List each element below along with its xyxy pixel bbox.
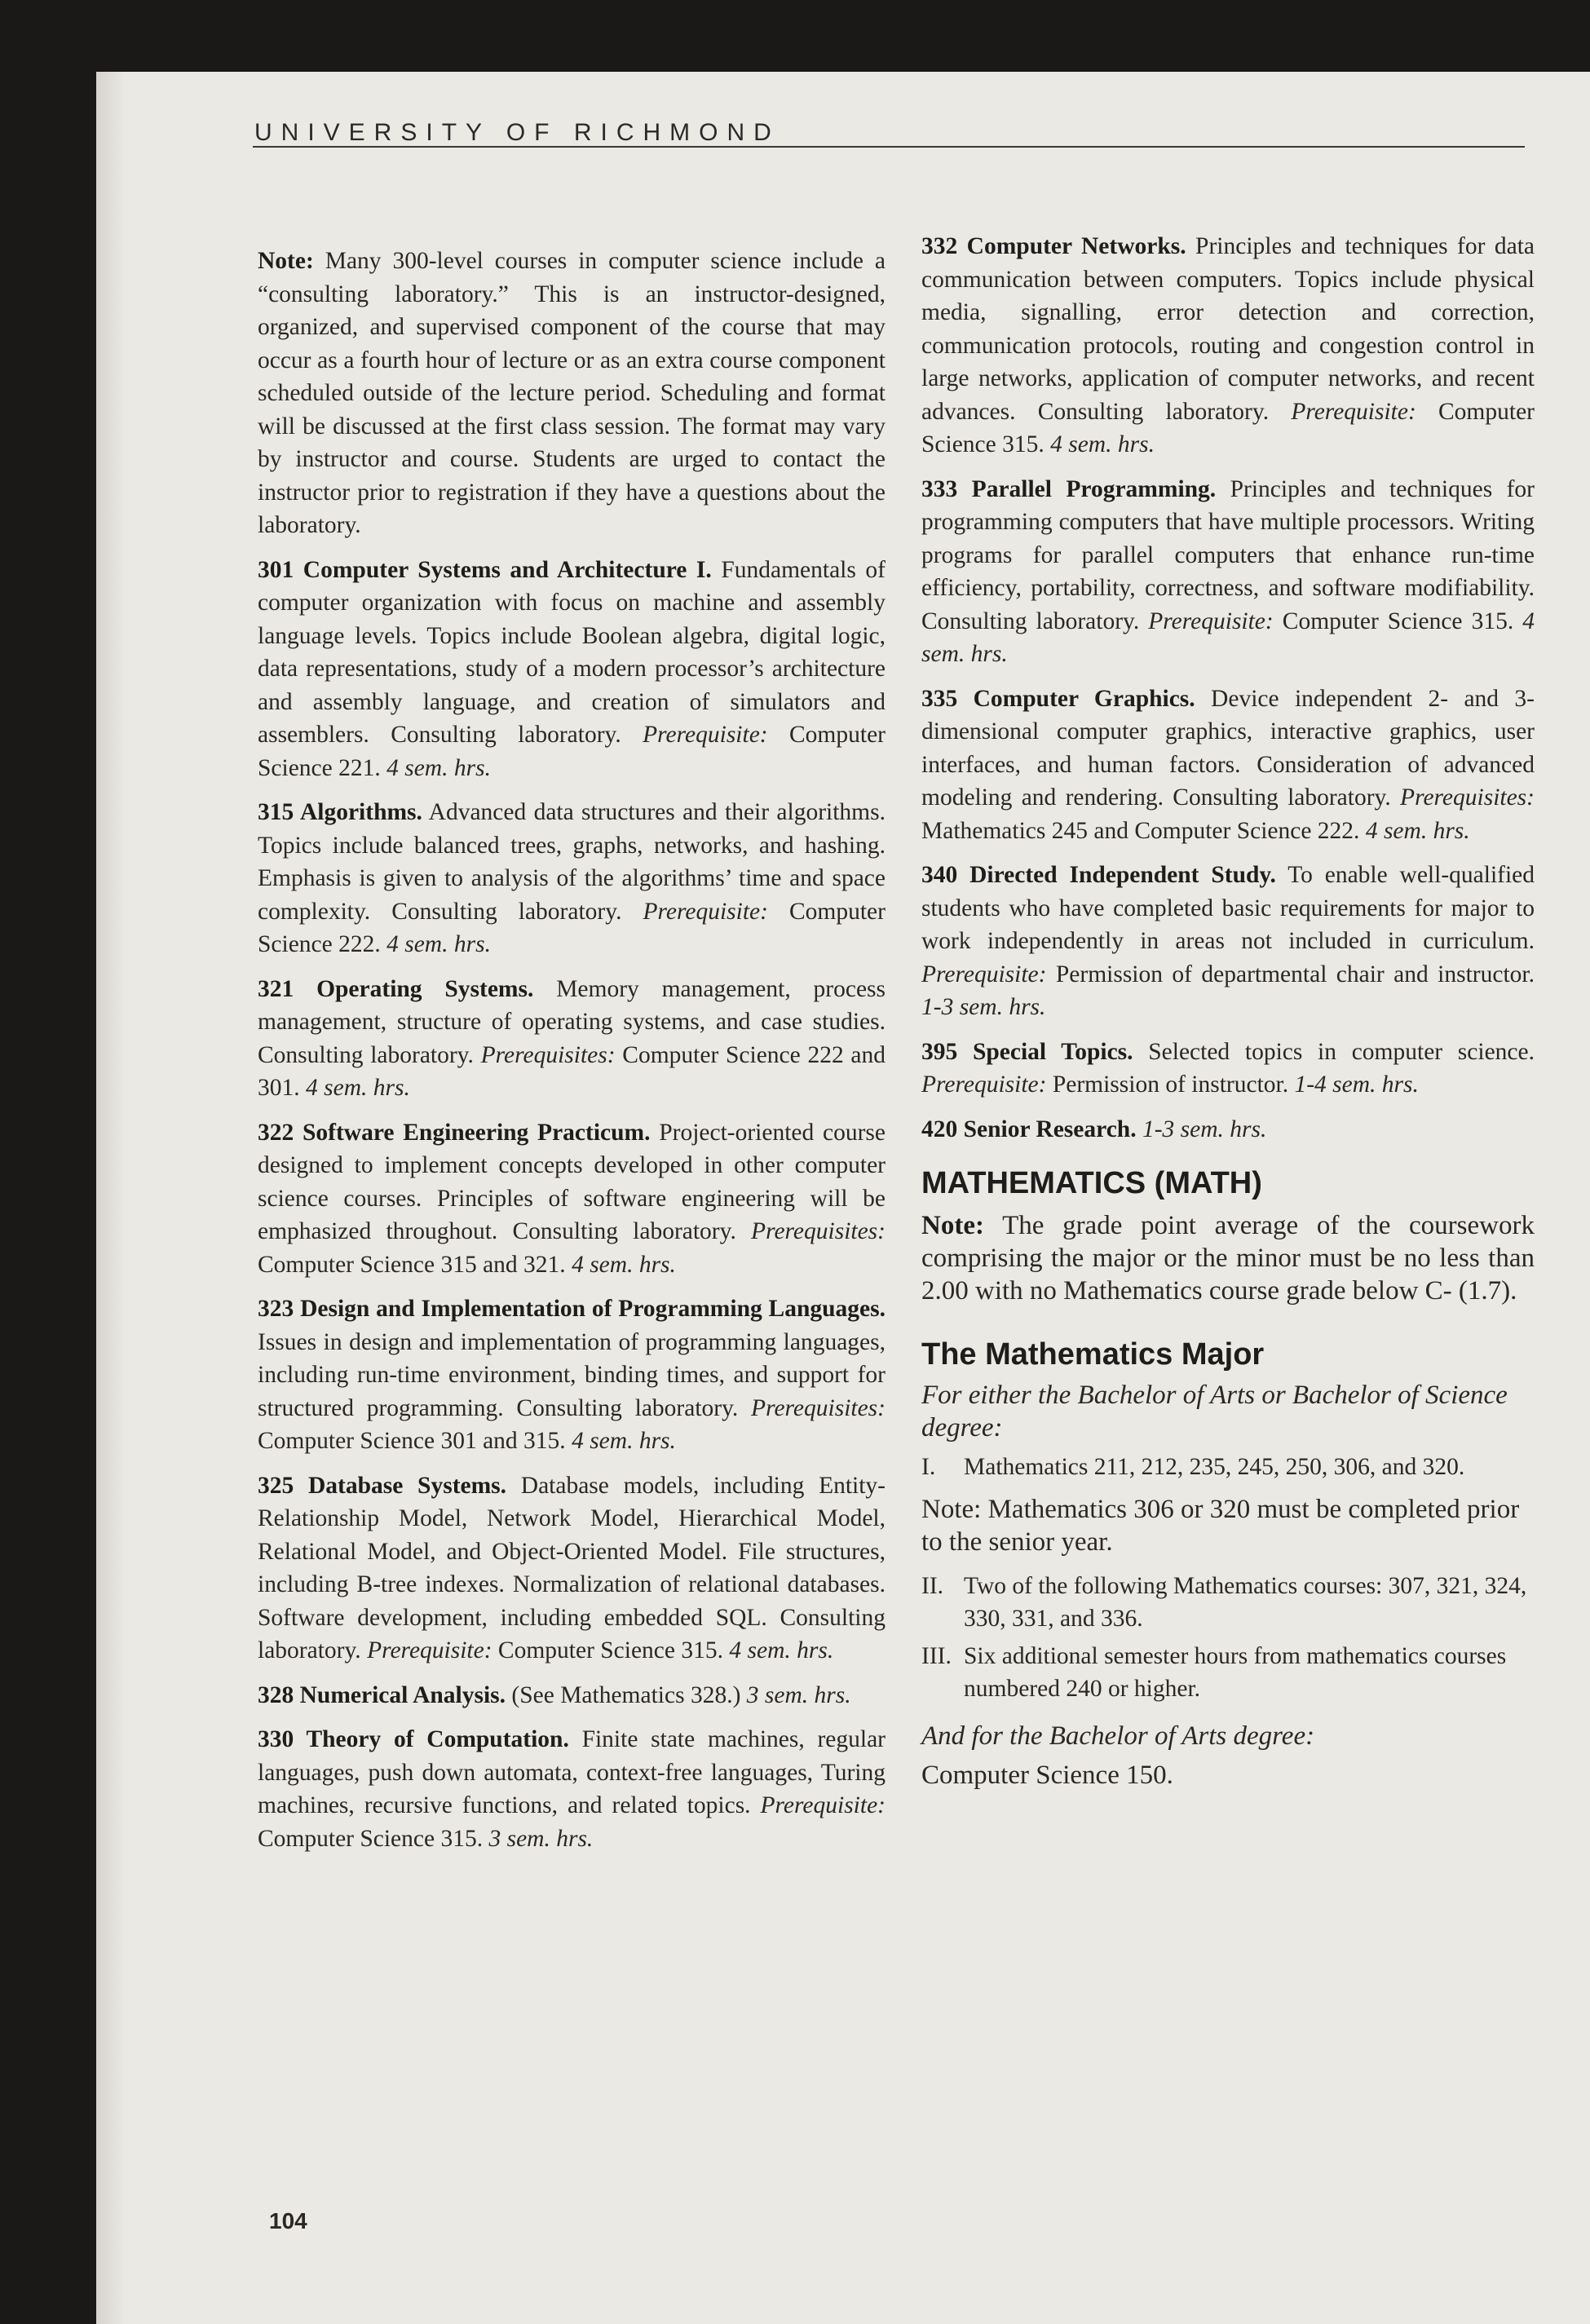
course-hours: 3 sem. hrs.	[488, 1825, 594, 1852]
course-hours: 1-3 sem. hrs.	[1142, 1116, 1267, 1142]
course-hours: 4 sem. hrs.	[306, 1075, 410, 1101]
requirement-number: III.	[921, 1643, 952, 1669]
running-header: UNIVERSITY OF RICHMOND	[254, 119, 780, 146]
requirement-text: Two of the following Mathematics courses: 307, 321, 324, 330, 331, and 336.	[964, 1573, 1527, 1632]
course-hours: 4 sem. hrs.	[1050, 431, 1155, 457]
ba-requirement: Computer Science 150.	[921, 1761, 1173, 1790]
prereq-label: Prerequisite:	[1148, 608, 1274, 634]
requirement-item	[921, 1570, 1535, 1635]
course-desc: To enable well-qualified students who have completed basic requirements for major to work independently in areas not included in curriculum.	[921, 862, 1535, 954]
prereq-label: Prerequisites:	[480, 1041, 616, 1068]
course-hours: 1-3 sem. hrs.	[921, 994, 1046, 1020]
course-desc: Principles and techniques for programming computers that have multiple processors. Writing programs for parallel computers that enhance run-time efficiency, portability, correctness, and software modifiability. Consulting laboratory.	[921, 475, 1535, 634]
course-title: 321 Operating Systems.	[258, 975, 534, 1002]
math-note-label: Note:	[921, 1211, 984, 1240]
course-hours: 4 sem. hrs.	[1365, 817, 1470, 844]
course-title: 315 Algorithms.	[258, 799, 422, 825]
course-desc: Fundamentals of computer organization with focus on machine and assembly language levels. Topics include Boolean algebra, digital logic, data representations, study of a modern processor’s architecture and assembly language, and creation of simulators and assemblers. Consulting laboratory.	[258, 556, 886, 748]
prereq-text: Computer Science 222.	[258, 898, 886, 957]
prereq-text: Computer Science 315 and 321.	[258, 1251, 572, 1278]
prereq-label: Prerequisite:	[643, 722, 768, 748]
course-entry	[258, 973, 886, 1105]
course-hours: 4 sem. hrs.	[572, 1428, 676, 1454]
requirement-item	[921, 1451, 1535, 1483]
completion-note	[921, 1493, 1535, 1558]
prereq-label: Prerequisite:	[1291, 398, 1416, 425]
requirement-text: Mathematics 211, 212, 235, 245, 250, 306, and 320.	[964, 1454, 1465, 1480]
course-entry	[258, 796, 886, 961]
degree-line: For either the Bachelor of Arts or Bachelor of Science degree:	[921, 1381, 1508, 1443]
course-entry	[258, 1116, 886, 1282]
course-desc: Selected topics in computer science.	[1133, 1038, 1535, 1065]
course-desc: Issues in design and implementation of programming languages, including run-time environment, binding times, and support for structured programming. Consulting laboratory.	[258, 1328, 886, 1421]
prereq-text: Computer Science 301 and 315.	[258, 1428, 572, 1454]
course-desc	[1137, 1116, 1142, 1142]
course-hours: 4 sem. hrs.	[386, 931, 491, 957]
prereq-text: Computer Science 222 and 301.	[258, 1041, 886, 1101]
prereq-text: Permission of instructor.	[1046, 1071, 1295, 1098]
course-desc: Database models, including Entity-Relationship Model, Network Model, Hierarchical Model, Relational Model, and Object-Oriented Model. File structures, including B-tree indexes. Normalization of relational databases. Software development, including embedded SQL. Consulting laboratory.	[258, 1472, 886, 1663]
course-entry	[258, 1292, 886, 1458]
prereq-label: Prerequisite:	[367, 1637, 492, 1663]
requirement-number: II.	[921, 1573, 944, 1599]
requirement-text: Six additional semester hours from mathematics courses numbered 240 or higher.	[964, 1643, 1507, 1702]
course-entry	[921, 473, 1535, 671]
requirement-item	[921, 1640, 1535, 1705]
course-title: 332 Computer Networks.	[921, 233, 1186, 259]
course-desc: (See Mathematics 328.)	[506, 1681, 747, 1708]
left-column	[258, 245, 886, 1867]
course-hours: 4 sem. hrs.	[572, 1251, 676, 1278]
course-desc: Project-oriented course designed to implement concepts developed in other computer science courses. Principles of software engineering will be emphasized throughout. Consulting laboratory.	[258, 1119, 886, 1244]
course-title: 301 Computer Systems and Architecture I.	[258, 556, 712, 583]
prereq-text: Mathematics 245 and Computer Science 222.	[921, 817, 1366, 844]
course-title: 330 Theory of Computation.	[258, 1726, 569, 1752]
requirement-number: I.	[921, 1454, 936, 1480]
prereq-label: Prerequisite:	[921, 1071, 1047, 1098]
course-desc: Finite state machines, regular languages, push down automata, context-free languages, Turing machines, recursive functions, and related topics.	[258, 1726, 886, 1818]
prereq-label: Prerequisite:	[921, 961, 1047, 987]
course-title: 333 Parallel Programming.	[921, 475, 1217, 502]
section-heading-mathematics: MATHEMATICS (MATH)	[921, 1166, 1262, 1200]
course-entry	[921, 859, 1535, 1024]
note-label: Note:	[258, 248, 314, 274]
course-entry	[258, 554, 886, 785]
prereq-text: Computer Science 221.	[258, 722, 886, 781]
course-desc: Memory management, process management, structure of operating systems, and case studies. Consulting laboratory.	[258, 975, 886, 1068]
course-desc: Advanced data structures and their algorithms. Topics include balanced trees, graphs, networks, and hashing. Emphasis is given to analysis of the algorithms’ time and space complexity. Consulting laboratory.	[258, 799, 886, 925]
prereq-text: Permission of departmental chair and instructor.	[1046, 961, 1535, 987]
header-rule	[253, 146, 1525, 148]
course-desc: Principles and techniques for data communication between computers. Topics include physical media, signalling, error detection and correction, communication protocols, routing and congestion control in large networks, application of computer networks, and recent advances. Consulting laboratory.	[921, 233, 1535, 425]
course-entry	[921, 230, 1535, 462]
prereq-label: Prerequisite:	[760, 1792, 886, 1818]
right-column	[921, 230, 1535, 1792]
course-hours: 4 sem. hrs.	[921, 608, 1535, 667]
ba-line: And for the Bachelor of Arts degree:	[921, 1721, 1315, 1751]
prereq-text: Computer Science 315.	[1273, 608, 1523, 634]
course-title: 420 Senior Research.	[921, 1116, 1137, 1142]
course-entry	[921, 1113, 1535, 1147]
page-number: 104	[269, 2208, 307, 2233]
course-title: 322 Software Engineering Practicum.	[258, 1119, 651, 1146]
math-note-text: The grade point average of the coursework comprising the major or the minor must be no less than 2.00 with no Mathematics course grade below C- (1.7).	[921, 1211, 1535, 1306]
course-entry	[258, 1723, 886, 1855]
math-note	[921, 1209, 1535, 1307]
course-title: 340 Directed Independent Study.	[921, 862, 1276, 888]
note2-label: Note	[921, 1495, 974, 1524]
course-hours: 1-4 sem. hrs.	[1294, 1071, 1419, 1098]
prereq-label: Prerequisite:	[643, 898, 768, 925]
course-entry	[258, 1469, 886, 1668]
course-entry	[921, 1036, 1535, 1102]
course-hours: 4 sem. hrs.	[729, 1637, 834, 1663]
course-hours: 3 sem. hrs.	[746, 1681, 851, 1708]
course-entry	[258, 1679, 886, 1712]
course-title: 325 Database Systems.	[258, 1472, 507, 1499]
course-title: 395 Special Topics.	[921, 1038, 1133, 1065]
prereq-text: Computer Science 315.	[492, 1637, 730, 1663]
course-hours: 4 sem. hrs.	[386, 754, 491, 781]
major-heading: The Mathematics Major	[921, 1337, 1265, 1372]
note-text: Many 300-level courses in computer science include a “consulting laboratory.” This is an instructor-designed, organized, and supervised component of the course that may occur as a fourth hour of lecture or as an extra course component scheduled outside of the lecture period. Scheduling and format will be discussed at the first class session. The format may vary by instructor and course. Students are urged to contact the instructor prior to registration if they have a questions about the laboratory.	[258, 248, 886, 538]
lab-note	[258, 245, 886, 542]
prereq-label: Prerequisites:	[751, 1394, 886, 1421]
course-title: 323 Design and Implementation of Programming Languages.	[258, 1296, 886, 1322]
course-title: 328 Numerical Analysis.	[258, 1681, 506, 1708]
prereq-text: Computer Science 315.	[258, 1825, 489, 1852]
prereq-label: Prerequisites:	[751, 1218, 886, 1244]
prereq-text: Computer Science 315.	[921, 398, 1535, 457]
prereq-label: Prerequisites:	[1400, 784, 1535, 811]
course-desc: Device independent 2- and 3-dimensional computer graphics, interactive graphics, user interfaces, and human factors. Consideration of advanced modeling and rendering. Consulting laboratory.	[921, 685, 1535, 811]
note2-text: : Mathematics 306 or 320 must be completed prior to the senior year.	[921, 1495, 1520, 1557]
course-entry	[921, 683, 1535, 848]
page-edge	[96, 72, 126, 2324]
course-title: 335 Computer Graphics.	[921, 685, 1195, 712]
